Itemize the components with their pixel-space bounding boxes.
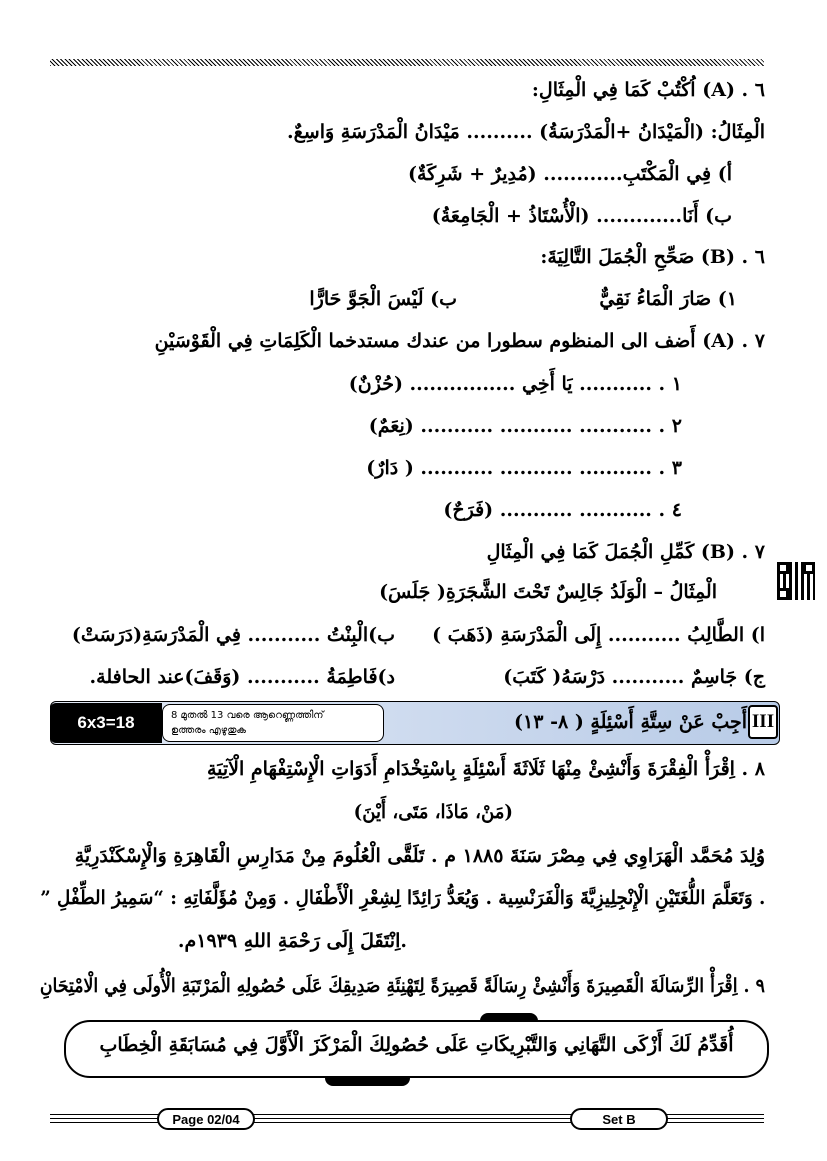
q7a-line-4: ٤ . ........... ........... (فَرَحٌ) xyxy=(443,499,682,521)
section-roman-numeral: III xyxy=(748,705,778,739)
q6b-item-1: ١) صَارَ الْمَاءُ نَقِيٌّ xyxy=(599,288,737,310)
q7a-line-1: ١ . ........... يَا أَخِي ................ (حُزْنٌ) xyxy=(348,373,682,395)
section-note-line-2: ഉത്തരം എഴുതുക xyxy=(171,725,246,736)
q7a-title: ٧ . (A) أَضف الى المنظوم سطورا من عندك مستدخما الْكَلِمَاتِ فِي الْقَوْسَيْنِ xyxy=(154,330,765,352)
section-note-line-1: 8 മുതൽ 13 വരെ ആറെണ്ണത്തിന് xyxy=(171,710,324,721)
q8-question-tools: (مَنْ، مَاذَا، مَتَى، أَيْنَ) xyxy=(353,801,514,823)
message-box-bottom-tab xyxy=(325,1077,410,1086)
q6b-title: ٦ . (B) صَحِّحِ الْجُمَلَ التَّالِيَةَ: xyxy=(540,246,765,268)
q6a-title: ٦ . (A) اُكْتُبْ كَمَا فِي الْمِثَالِ: xyxy=(531,79,765,101)
q7b-example: الْمِثَالُ – الْوَلَدُ جَالِسٌ تَحْتَ الشَّجَرَةِ( جَلَسَ) xyxy=(379,581,717,603)
q7b-item-d: د)فَاطِمَةُ ........... (وَقَفَ)عند الحافلة. xyxy=(89,666,395,688)
qr-code-icon xyxy=(777,562,815,600)
q7b-item-c: ج) جَاسِمٌ ........... دَرْسَهُ( كَتَبَ) xyxy=(503,666,765,688)
top-hatched-border xyxy=(50,59,764,66)
set-label: Set B xyxy=(570,1108,668,1130)
q8-paragraph-line-1: وُلِدَ مُحَمَّد الْهَرَاوِي فِي مِصْرَ سَنَةَ ١٨٨٥ م . تَلَقَّى الْعُلُومَ مِنْ مَدَارِسِ الْقَاهِرَةِ وَالْإِسْكَنْدَرِيَّةِ xyxy=(74,845,765,867)
q6a-example: الْمِثَالُ: (الْمَيْدَانُ +الْمَدْرَسَةُ) .......... مَيْدَانُ الْمَدْرَسَةِ وَاسِعٌ. xyxy=(287,121,765,143)
page-number: Page 02/04 xyxy=(157,1108,255,1130)
q7b-item-a: ا) الطَّالِبُ ........... إِلَى الْمَدْرَسَةِ (ذَهَبَ ) xyxy=(432,624,765,646)
q6b-item-2: ب) لَيْسَ الْجَوَّ حَارًّا xyxy=(309,288,457,310)
section-title: أَجِبْ عَنْ سِتَّةِ أَسْئِلَةٍ ( ٨- ١٣) xyxy=(514,711,747,733)
q8-title: ٨ . اِقْرَأْ الْفِقْرَةَ وَأَنْشِئْ مِنْهَا ثَلَاثَةَ أَسْئِلَةٍ بِاسْتِخْدَامِ أَدَوَاتِ الْإِسْتِفْهَامِ الْآتِيَةِ xyxy=(206,758,765,780)
section-note-malayalam xyxy=(162,704,384,742)
q8-paragraph-line-2: . وَتَعَلَّمَ اللُّغَتَيْنِ الْإِنْجِلِيزِيَّةَ وَالْفَرَنْسِية . وَيُعَدُّ رَائِدًا لِشِعْرِ الْأَطْفَالِ . وَمِنْ مُؤَلَّفَاتِهِ : “سَمِيرُ الطِّفْلِ ” xyxy=(39,887,765,909)
congratulation-message: أُقَدِّمُ لَكَ أَزْكَى التَّهَانِي وَالتَّبْرِيكَاتِ عَلَى حُصُولِكَ الْمَرْكَزَ الْأَوَّلَ فِي مُسَابَقَةِ الْخِطَابِ xyxy=(99,1034,734,1056)
q7b-item-b: ب)الْبِنْتُ ........... فِي الْمَدْرَسَةِ(دَرَسَتْ) xyxy=(71,624,395,646)
q7b-title: ٧ . (B) كَمِّلِ الْجُمَلَ كَمَا فِي الْمِثَالِ xyxy=(486,541,765,563)
q9-title: ٩ . اِقْرَأْ الرِّسَالَةَ الْقَصِيرَةَ وَأَنْشِئْ رِسَالَةً قَصِيرَةً لِتَهْنِئَةِ صَدِيقِكَ عَلَى حُصُولِهِ الْمَرْتَبَةِ الْأُولَى فِي الْامْتِحَانِ xyxy=(39,975,765,997)
q7a-line-2: ٢ . ........... ........... ........... (نِعَمٌ) xyxy=(368,415,682,437)
q8-paragraph-line-3: .اِنْتَقَلَ إِلَى رَحْمَةِ اللهِ ١٩٣٩م. xyxy=(177,930,407,952)
q7a-line-3: ٣ . ........... ........... ........... ( دَارٌ) xyxy=(366,457,682,479)
section-marks: 6x3=18 xyxy=(50,703,162,743)
q6a-item-b: ب) أَنَا............. (الْأُسْتَاذُ + الْجَامِعَةُ) xyxy=(431,205,732,227)
q6a-item-a: أ) فِي الْمَكْتَبِ............ (مُدِيرٌ + شَرِكَةٌ) xyxy=(407,163,732,185)
